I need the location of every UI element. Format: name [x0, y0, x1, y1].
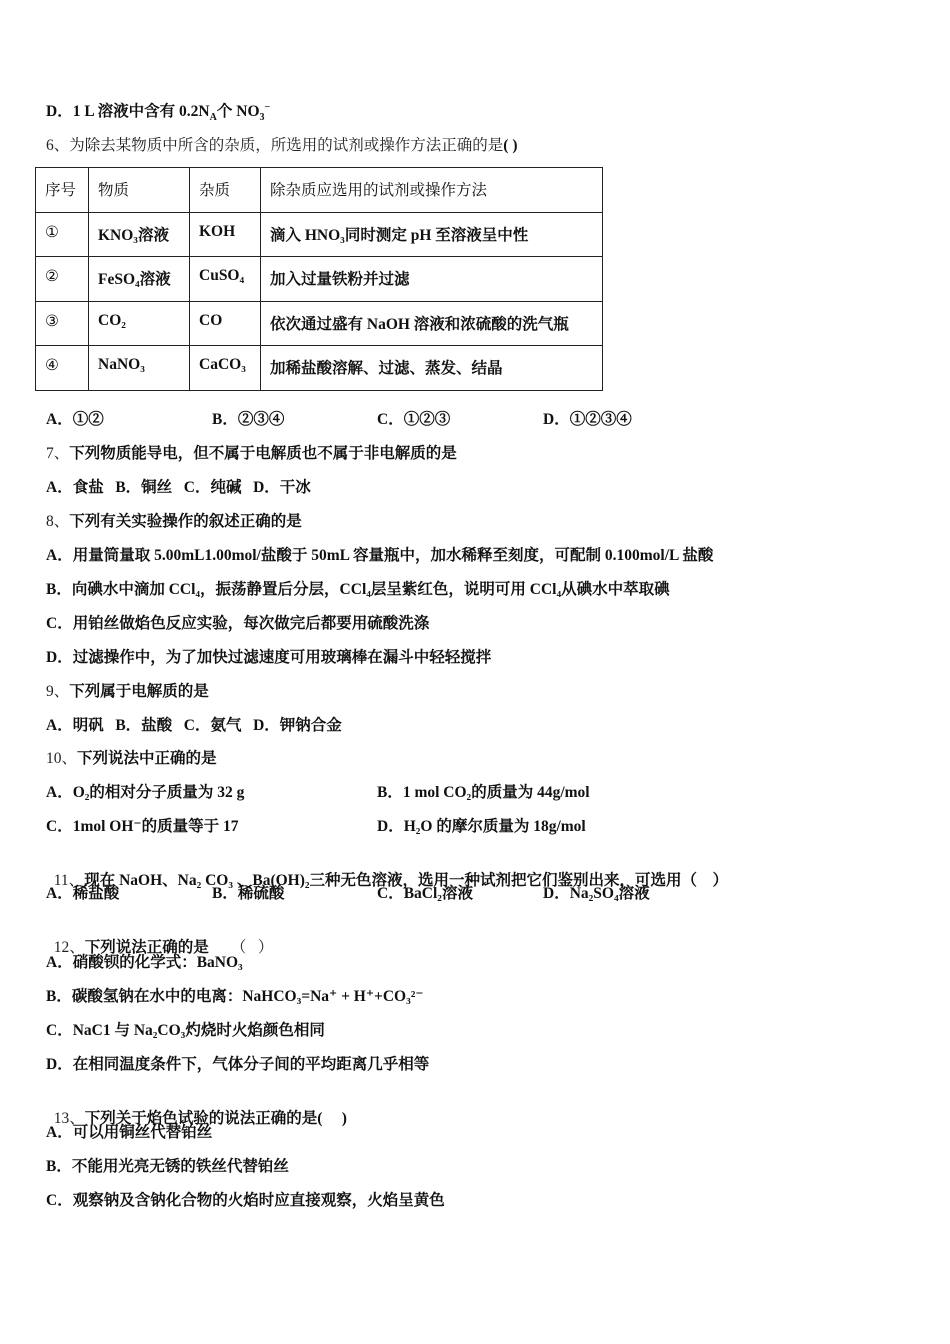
table-row	[36, 301, 603, 346]
cell-impurity: CaCO₃	[190, 346, 261, 391]
table-row	[36, 257, 603, 302]
q6-option-b: B．②③④	[212, 411, 285, 428]
question-number: 6、	[46, 137, 70, 154]
cell-impurity: KOH	[190, 212, 261, 257]
q13-option-a: A．可以用铜丝代替铂丝	[46, 1124, 213, 1141]
cell-method: 加稀盐酸溶解、过滤、蒸发、结晶	[261, 346, 603, 391]
impurity-table	[35, 167, 603, 391]
q12-stem	[46, 918, 273, 958]
q8-option-a: A．用量筒量取 5.00mL1.00mol/盐酸于 50mL 容量瓶中，加水稀释至刻度，可配制 0.100mol/L 盐酸	[46, 547, 714, 564]
q11-option-c: C．BaCl₂溶液	[377, 885, 473, 902]
question-number: 13、	[53, 1110, 85, 1127]
q13-option-c: C．观察钠及含钠化合物的火焰时应直接观察，火焰呈黄色	[46, 1192, 445, 1209]
q12-option-d: D．在相同温度条件下，气体分子间的平均距离几乎相等	[46, 1056, 430, 1073]
question-number: 12、	[53, 939, 85, 956]
q10-stem	[46, 749, 217, 769]
question-text: 下列有关实验操作的叙述正确的是	[69, 513, 302, 530]
cell-substance: NaNO₃	[89, 346, 190, 391]
q10-option-d: D．H₂O 的摩尔质量为 18g/mol	[377, 818, 586, 835]
question-text: 现在 NaOH、Na₂ CO₃ 、Ba(OH)₂三种无色溶液，选用一种试剂把它们鉴别出来，可选用（ ）	[84, 872, 729, 889]
question-text: 下列属于电解质的是	[69, 683, 209, 700]
q7-options: A．食盐 B．铜丝 C．纯碱 D．干冰	[46, 479, 311, 496]
q7-stem	[46, 444, 457, 464]
q11-option-a: A．稀盐酸	[46, 885, 120, 902]
question-number: 8、	[46, 513, 70, 530]
q9-options: A．明矾 B．盐酸 C．氨气 D．钾钠合金	[46, 717, 342, 734]
header-cell: 物质	[89, 168, 190, 213]
cell-no: ①	[36, 212, 89, 257]
question-text: 为除去某物质中所含的杂质，所选用的试剂或操作方法正确的是	[69, 137, 504, 154]
q11-option-b: B．稀硫酸	[212, 885, 285, 902]
q6-option-a: A．①②	[46, 411, 104, 428]
cell-no: ④	[36, 346, 89, 391]
subscript: 3	[259, 112, 265, 124]
cell-substance: KNO₃溶液	[89, 212, 190, 257]
q6-option-c: C．①②③	[377, 411, 451, 428]
table-row	[36, 346, 603, 391]
q8-stem	[46, 512, 302, 532]
cell-method: 依次通过盛有 NaOH 溶液和浓硫酸的洗气瓶	[261, 301, 603, 346]
q11-option-d: D．Na₂SO₄溶液	[543, 885, 650, 902]
table-row	[36, 212, 603, 257]
option-text: 1 L 溶液中含有 0.2N	[72, 103, 210, 120]
question-number: 7、	[46, 445, 70, 462]
q8-option-c: C．用铂丝做焰色反应实验，每次做完后都要用硫酸洗涤	[46, 615, 430, 632]
answer-blank: （ ）	[230, 939, 274, 956]
answer-blank: ( )	[503, 137, 518, 154]
header-cell: 序号	[36, 168, 89, 213]
q9-stem	[46, 682, 209, 702]
table-header-row	[36, 168, 603, 213]
q8-option-d: D．过滤操作中，为了加快过滤速度可用玻璃棒在漏斗中轻轻搅拌	[46, 649, 492, 666]
q6-option-d: D．①②③④	[543, 411, 632, 428]
question-number: 10、	[46, 750, 78, 767]
cell-substance: CO₂	[89, 301, 190, 346]
cell-method: 加入过量铁粉并过滤	[261, 257, 603, 302]
q12-option-a: A．硝酸钡的化学式：BaNO₃	[46, 954, 243, 971]
question-number: 11、	[53, 872, 85, 889]
subscript: A	[209, 112, 217, 124]
header-cell: 杂质	[190, 168, 261, 213]
cell-no: ③	[36, 301, 89, 346]
q10-option-c: C．1mol OH⁻的质量等于 17	[46, 818, 239, 835]
q12-option-b: B．碳酸氢钠在水中的电离：NaHCO₃=Na⁺ + H⁺+CO₃²⁻	[46, 988, 424, 1005]
option-text: 个 NO	[216, 103, 260, 120]
question-text: 下列关于焰色试验的说法正确的是( )	[84, 1110, 347, 1127]
option-label: D．	[46, 103, 73, 120]
question-text: 下列物质能导电，但不属于电解质也不属于非电解质的是	[69, 445, 457, 462]
cell-impurity: CO	[190, 301, 261, 346]
q13-option-b: B．不能用光亮无锈的铁丝代替铂丝	[46, 1158, 289, 1175]
q10-option-a: A．O₂的相对分子质量为 32 g	[46, 784, 245, 801]
superscript: −	[264, 101, 271, 113]
cell-no: ②	[36, 257, 89, 302]
q8-option-b: B．向碘水中滴加 CCl₄，振荡静置后分层，CCl₄层呈紫红色，说明可用 CCl₄从碘水中萃取碘	[46, 581, 670, 598]
q6-stem	[46, 136, 517, 156]
q5-option-d	[46, 102, 270, 122]
cell-substance: FeSO₄溶液	[89, 257, 190, 302]
question-text: 下列说法正确的是	[84, 939, 209, 956]
question-text: 下列说法中正确的是	[77, 750, 217, 767]
cell-method: 滴入 HNO₃同时测定 pH 至溶液呈中性	[261, 212, 603, 257]
q12-option-c: C．NaC1 与 Na₂CO₃灼烧时火焰颜色相同	[46, 1022, 325, 1039]
q10-option-b: B．1 mol CO₂的质量为 44g/mol	[377, 784, 590, 801]
header-cell: 除杂质应选用的试剂或操作方法	[261, 168, 603, 213]
question-number: 9、	[46, 683, 70, 700]
cell-impurity: CuSO₄	[190, 257, 261, 302]
